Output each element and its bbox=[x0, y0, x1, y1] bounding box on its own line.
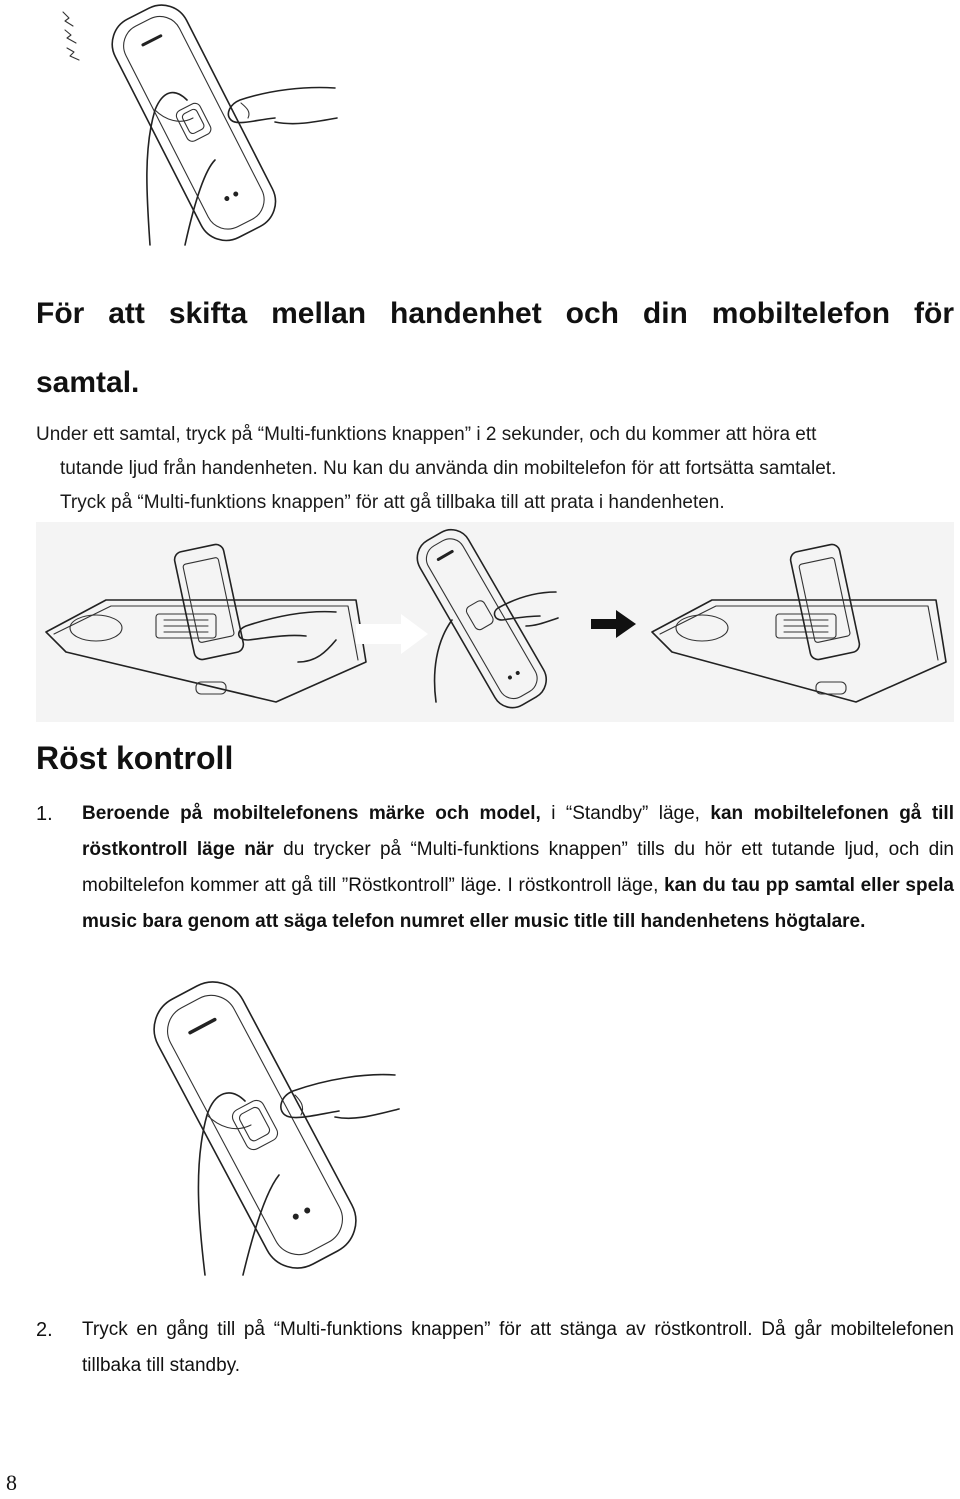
paragraph-line: Tryck på “Multi-funktions knappen” för att gå tillbaka till att prata i handenheten. bbox=[60, 492, 725, 513]
list-number-2: 2. bbox=[36, 1319, 53, 1341]
plain-text: i “Standby” läge, bbox=[540, 803, 711, 824]
plain-text: du trycker på “Multi-funktions knappen” tills du hör ett tutande ljud, och din mobiltelefon kommer att gå till ”Röstkontroll” läge. I röstkontroll läge, bbox=[82, 839, 954, 896]
section-heading-switch: För att skifta mellan handenhet och din mobiltelefon för bbox=[36, 297, 954, 330]
list-item-1-text bbox=[82, 796, 954, 940]
paragraph-line: Under ett samtal, tryck på “Multi-funktions knappen” i 2 sekunder, och du kommer att höra ett bbox=[36, 424, 817, 445]
bold-text: kan mobiltelefonen gå till röstkontroll läge när bbox=[82, 803, 954, 860]
list-item-2-text: Tryck en gång till på “Multi-funktions knappen” för att stänga av röstkontroll. Då går mobiltelefonen tillbaka till standby. bbox=[82, 1319, 954, 1376]
switch-sequence-illustration bbox=[36, 522, 954, 722]
section-heading-voice-control: Röst kontroll bbox=[36, 740, 234, 776]
section-heading-switch-cont: samtal. bbox=[36, 366, 140, 399]
bold-text: Beroende på mobiltelefonens märke och model, bbox=[82, 803, 541, 824]
handset-press-illustration-top bbox=[55, 0, 345, 250]
handset-press-illustration-bottom bbox=[95, 975, 415, 1280]
paragraph-line: tutande ljud från handenheten. Nu kan du använda din mobiltelefon för att fortsätta samtalet. bbox=[60, 458, 837, 479]
list-number-1: 1. bbox=[36, 803, 53, 825]
page-number: 8 bbox=[6, 1470, 17, 1495]
bold-text: kan du tau pp samtal eller spela music bara genom att säga telefon numret eller music title till handenhetens högtalare. bbox=[82, 875, 954, 932]
